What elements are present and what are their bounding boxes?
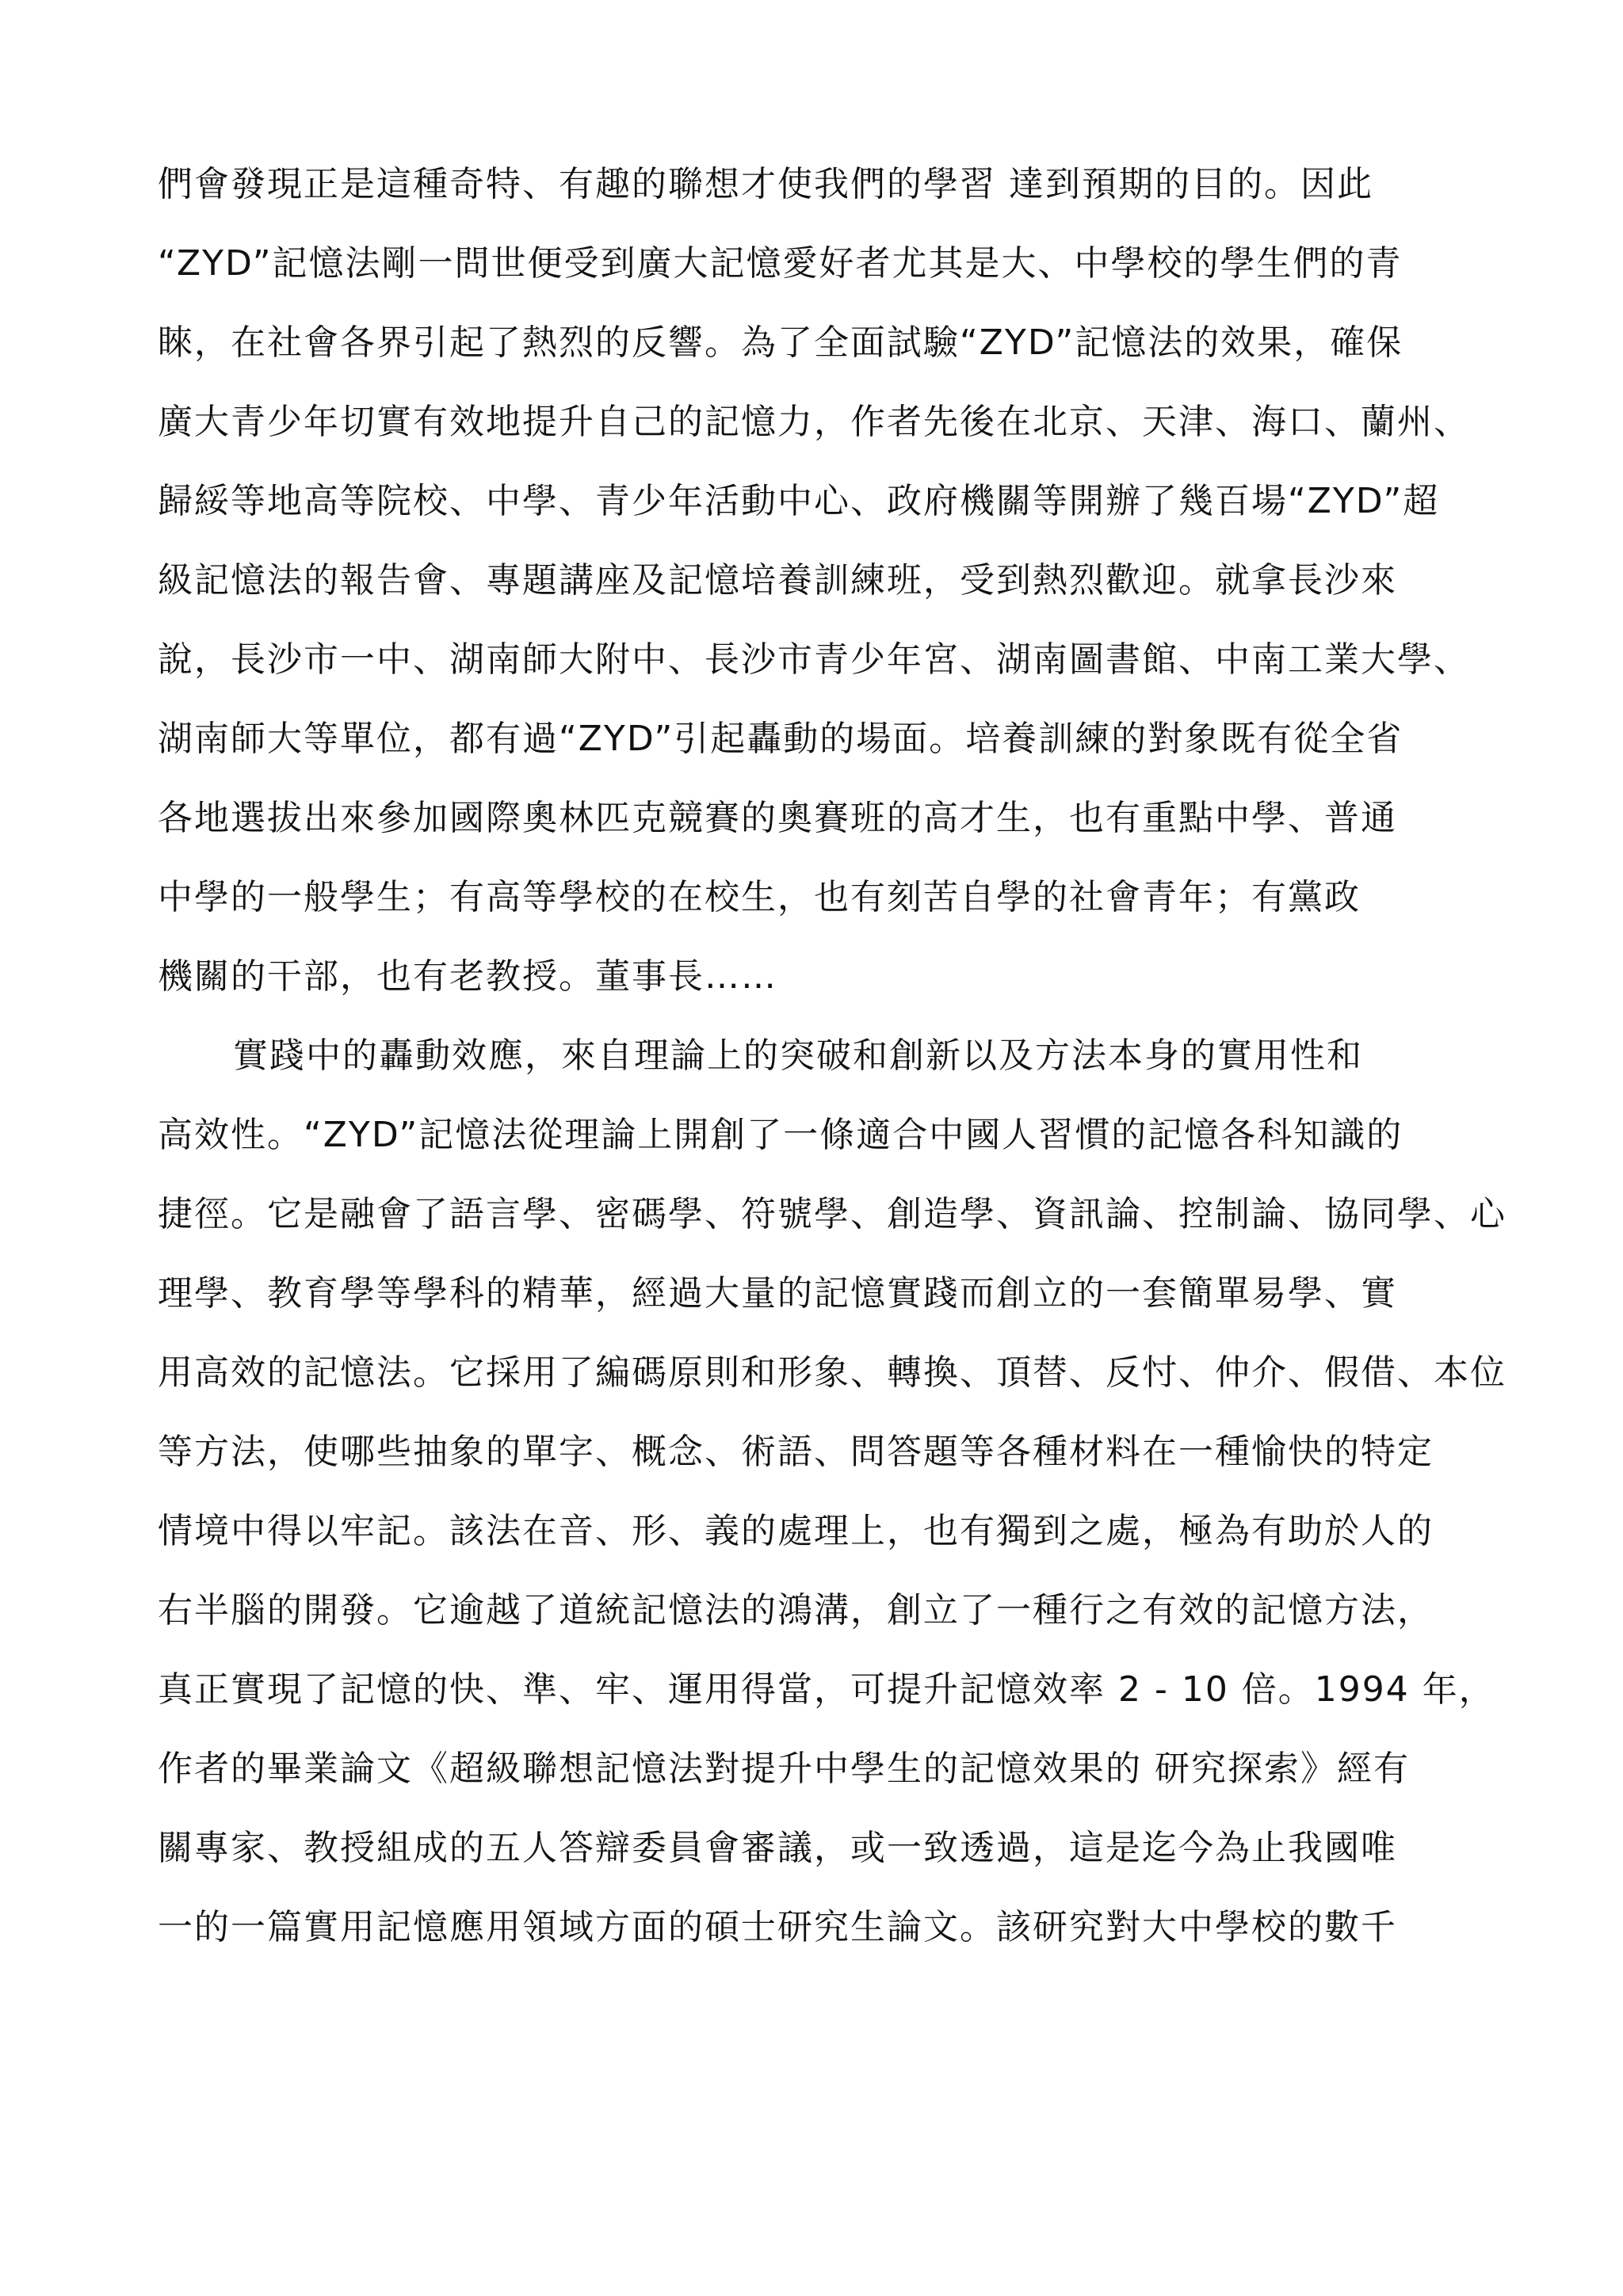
paragraph-first-line: 實踐中的轟動效應，來自理論上的突破和創新以及方法本身的實用性和 [233,1035,1363,1076]
text-line: 湖南師大等單位，都有過“ZYD”引起轟動的場面。培養訓練的對象既有從全省 [158,719,1403,759]
text-line: 廣大青少年切實有效地提升自己的記憶力，作者先後在北京、天津、海口、蘭州、 [158,402,1470,442]
text-line: 機關的干部，也有老教授。董事長…… [158,956,777,997]
text-line: 睞，在社會各界引起了熱烈的反響。為了全面試驗“ZYD”記憶法的效果，確保 [158,322,1403,363]
text-line: 理學、教育學等學科的精華，經過大量的記憶實踐而創立的一套簡單易學、實 [158,1273,1397,1314]
text-line: 用高效的記憶法。它採用了編碼原則和形象、轉換、頂替、反忖、仲介、假借、本位 [158,1352,1507,1393]
text-line: 各地選拔出來參加國際奧林匹克競賽的奧賽班的高才生，也有重點中學、普通 [158,798,1397,838]
text-line: 中學的一般學生；有高等學校的在校生，也有刻苦自學的社會青年；有黨政 [158,877,1361,917]
text-line: 捷徑。它是融會了語言學、密碼學、符號學、創造學、資訊論、控制論、協同學、心 [158,1194,1507,1234]
text-line: 說，長沙市一中、湖南師大附中、長沙市青少年宮、湖南圖書館、中南工業大學、 [158,639,1470,680]
text-line: 情境中得以牢記。該法在音、形、義的處理上，也有獨到之處，極為有助於人的 [158,1511,1434,1551]
text-line: 右半腦的開發。它逾越了道統記憶法的鴻溝，創立了一種行之有效的記憶方法， [158,1590,1434,1630]
text-line: 高效性。“ZYD”記憶法從理論上開創了一條適合中國人習慣的記憶各科知識的 [158,1115,1403,1155]
text-line: 等方法，使哪些抽象的單字、概念、術語、問答題等各種材料在一種愉快的特定 [158,1432,1434,1472]
text-line: 歸綏等地高等院校、中學、青少年活動中心、政府機關等開辦了幾百場“ZYD”超 [158,481,1440,521]
text-line: “ZYD”記憶法剛一問世便受到廣大記憶愛好者尤其是大、中學校的學生們的青 [158,243,1403,284]
text-line: 們會發現正是這種奇特、有趣的聯想才使我們的學習 達到預期的目的。因此 [158,164,1373,204]
text-line: 關專家、教授組成的五人答辯委員會審議，或一致透過，這是迄今為止我國唯 [158,1828,1397,1868]
text-line: 作者的畢業論文《超級聯想記憶法對提升中學生的記憶效果的 研究探索》經有 [158,1749,1410,1789]
text-line: 一的一篇實用記憶應用領域方面的碩士研究生論文。該研究對大中學校的數千 [158,1907,1397,1947]
text-line: 真正實現了記憶的快、準、牢、運用得當，可提升記憶效率 2 - 10 倍。1994 年， [158,1669,1495,1710]
text-line: 級記憶法的報告會、專題講座及記憶培養訓練班，受到熱烈歡迎。就拿長沙來 [158,560,1397,601]
